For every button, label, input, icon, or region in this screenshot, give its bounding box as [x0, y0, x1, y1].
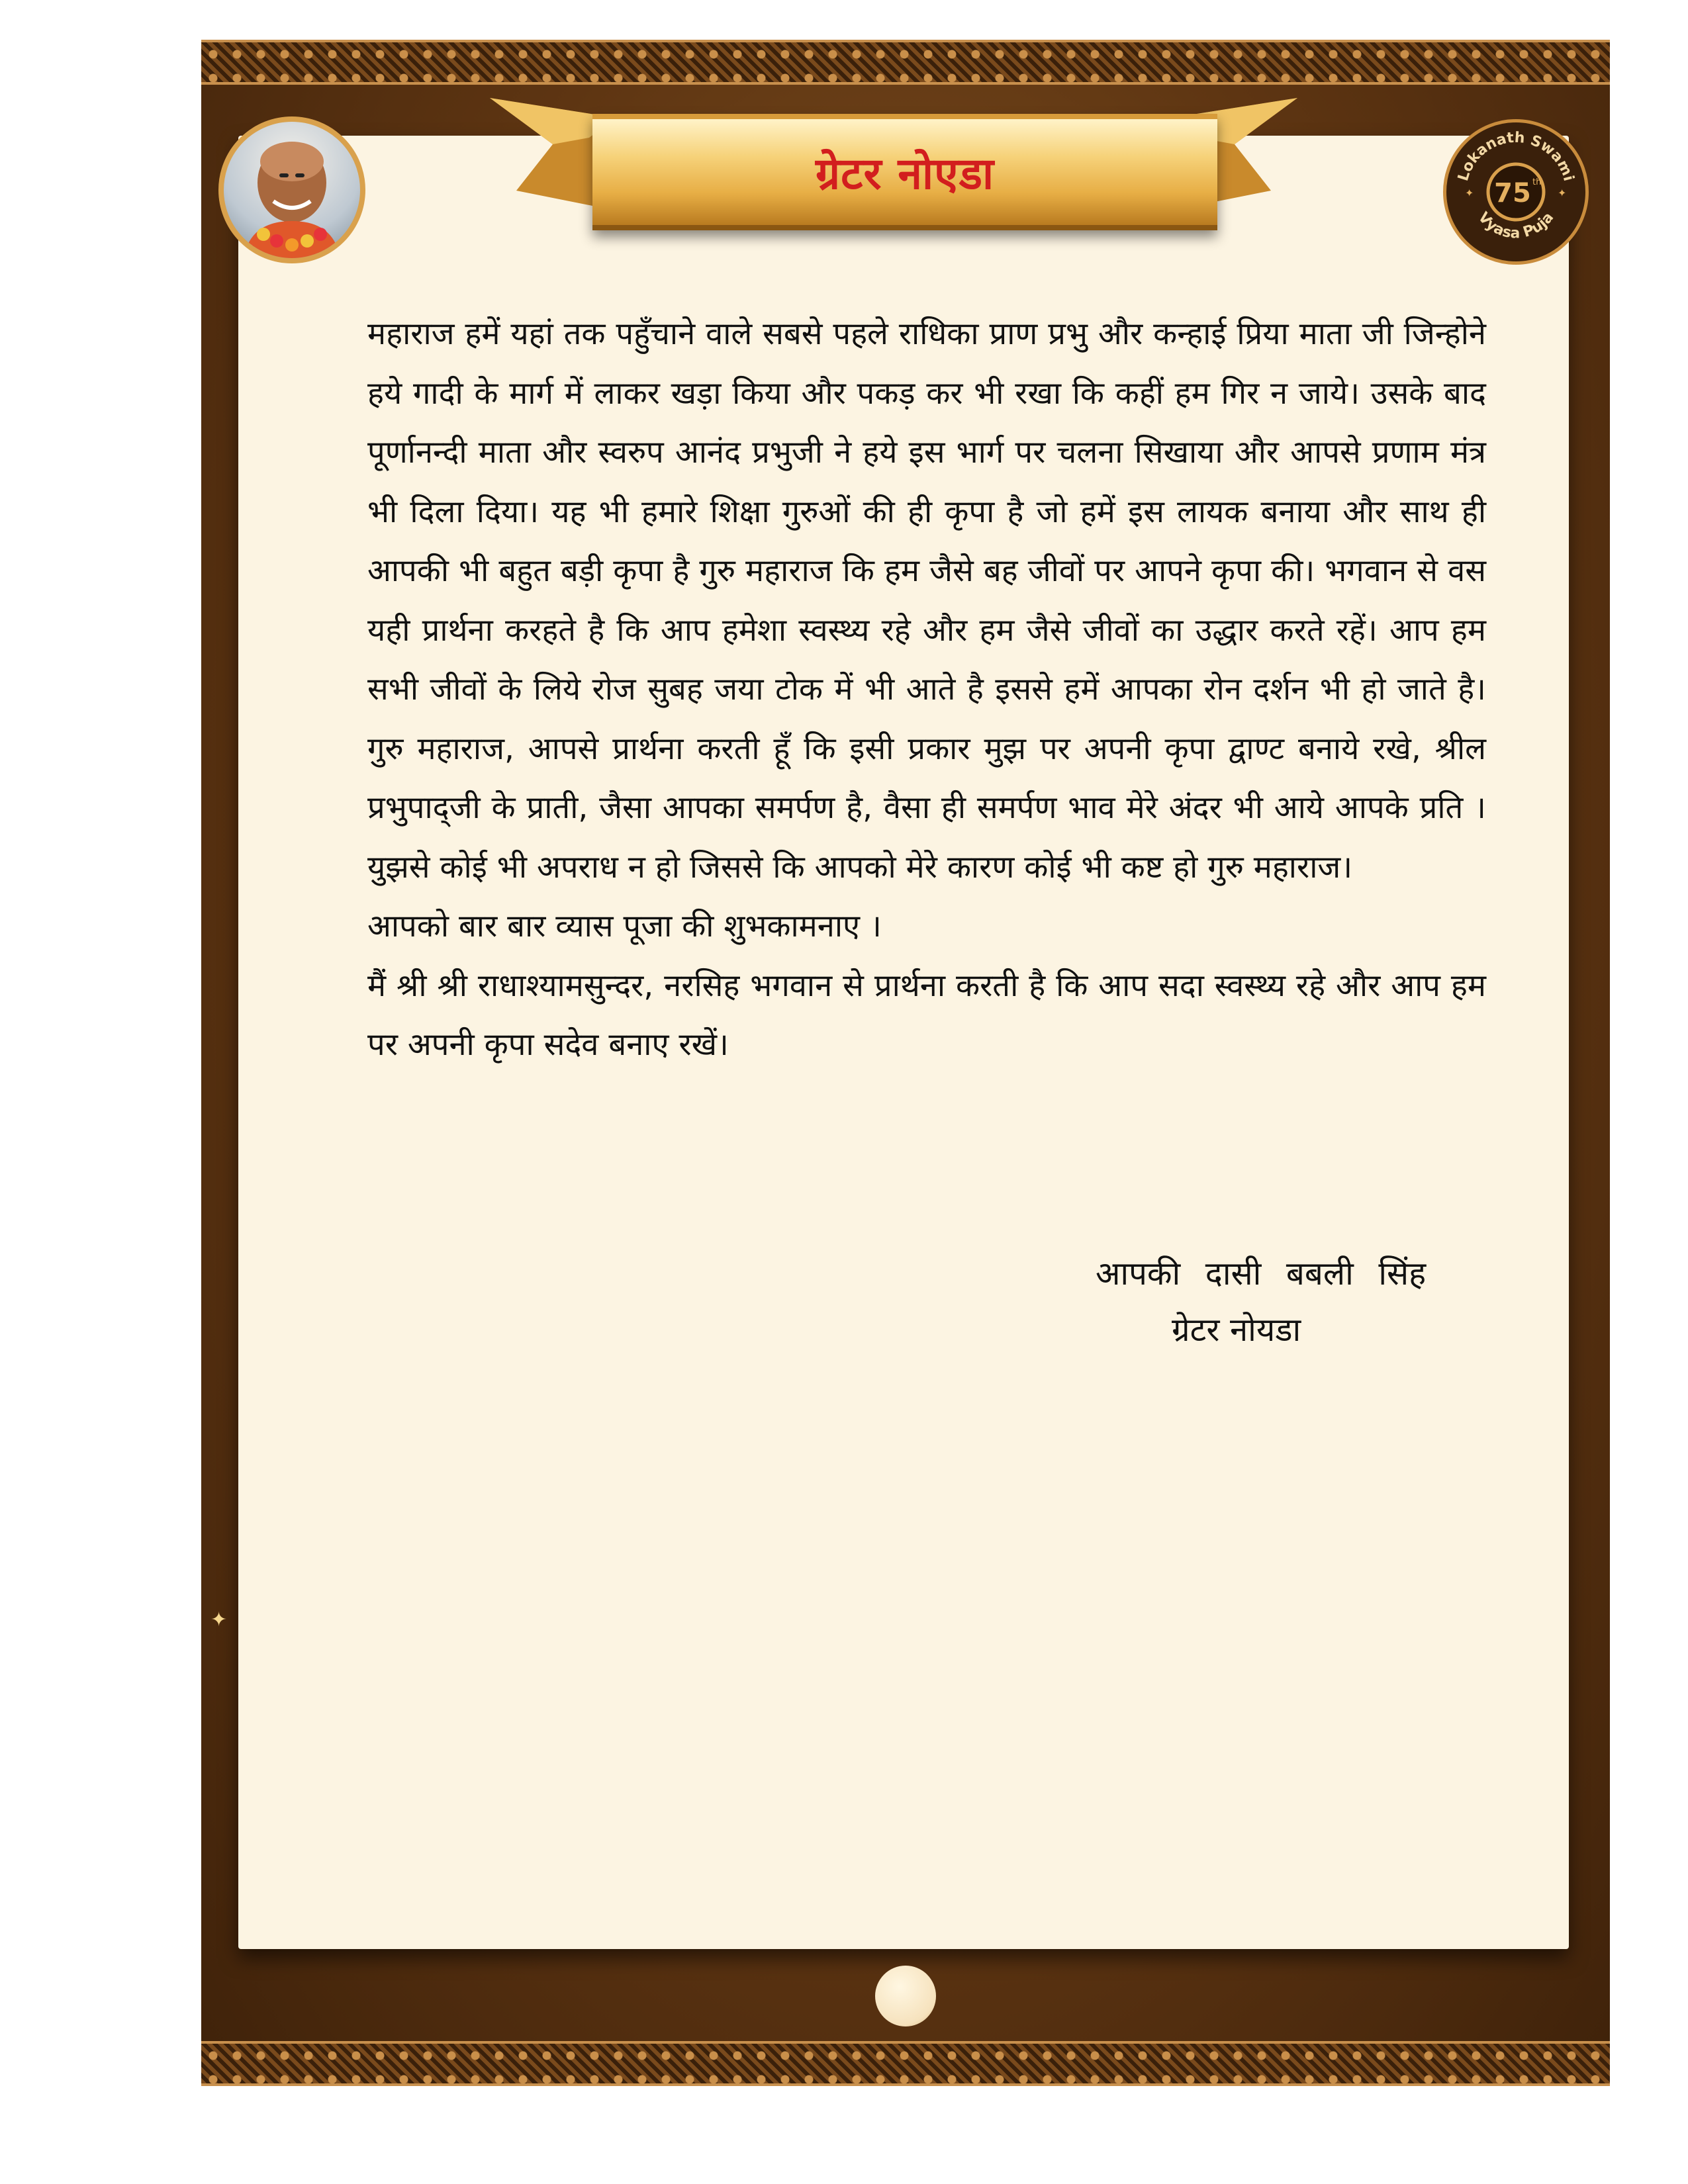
svg-text:✦: ✦: [1558, 187, 1567, 199]
sparkle-icon: ✦: [211, 1608, 228, 1631]
badge-number: 75: [1494, 178, 1531, 208]
svg-text:✦: ✦: [1465, 187, 1474, 199]
letter-paragraph-1: महाराज हमें यहां तक पहुँचाने वाले सबसे पहले राधिका प्राण प्रभु और कन्हाई प्रिया माता जी जिन्होने हये गादी के मार्ग में लाकर खड़ा किया और पकड़ कर भी रखा कि कहीं हम गिर न जाये। उसके बाद पूर्णानन्दी माता और स्वरुप आनंद प्रभुजी ने हये इस भार्ग पर चलना सिखाया और आपसे प्रणाम मंत्र भी दिला दिया। यह भी हमारे शिक्षा गुरुओं की ही कृपा है जो हमें इस लायक बनाया और साथ ही आपकी भी बहुत बड़ी कृपा है गुरु महाराज कि हम जैसे बह जीवों पर आपने कृपा की। भगवान से वस यही प्रार्थना करहते है कि आप हमेशा स्वस्थ्य रहे और हम जैसे जीवों का उद्धार करते रहें। आप हम सभी जीवों के लिये रोज सुबह जया टोक में भी आते है इससे हमें आपका रोन दर्शन भी हो जाते है। गुरु महाराज, आपसे प्रार्थना करती हूँ कि इसी प्रकार मुझ पर अपनी कृपा द्वाण्ट बनाये रखे, श्रील प्रभुपाद्जी के प्राती, जैसा आपका समर्पण है, वैसा ही समर्पण भाव मेरे अंदर भी आये आपके प्रति । युझसे कोई भी अपराध न हो जिससे कि आपको मेरे कारण कोई भी कष्ट हो गुरु महाराज।: [367, 316, 1486, 886]
page-medallion: [875, 1966, 936, 2026]
badge-arc-bottom: Vyasa Puja: [1474, 209, 1558, 242]
title-ribbon: [592, 114, 1217, 230]
ornamental-border-bottom: [201, 2041, 1610, 2086]
badge-arc-top: Lokanath Swami: [1455, 129, 1577, 183]
letter-paragraph-3: मैं श्री श्री राधाश्यामसुन्दर, नरसिह भगवान से प्रार्थना करती है कि आप सदा स्वस्थ्य रहे और आप हम पर अपनी कृपा सदेव बनाए रखें।: [367, 967, 1486, 1063]
page-title: ग्रेटर नोएडा: [815, 148, 995, 199]
ornamental-border-top: [201, 40, 1610, 85]
signature-name: आपकी दासी बबली सिंह: [1096, 1255, 1427, 1293]
badge-suffix: th: [1532, 177, 1542, 187]
letter-body: [367, 304, 1486, 1075]
signature-place: ग्रेटर नोयडा: [1172, 1311, 1301, 1349]
anniversary-badge: [1443, 119, 1589, 265]
portrait-photo: [218, 116, 365, 263]
letter-paragraph-2: आपको बार बार व्यास पूजा की शुभकामनाए ।: [367, 908, 882, 944]
